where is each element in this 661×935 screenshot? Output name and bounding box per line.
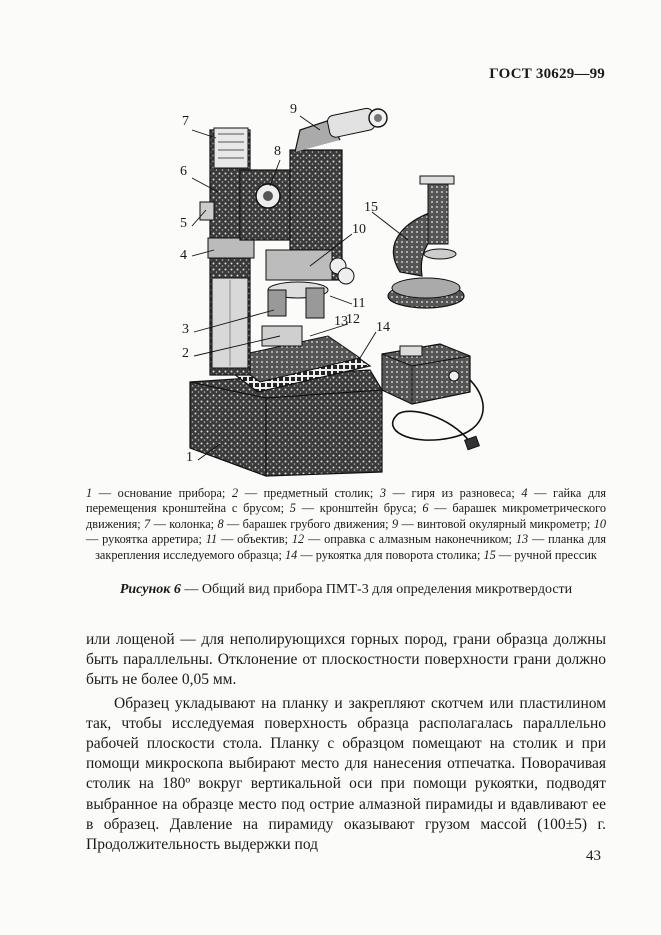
standard-header: ГОСТ 30629—99 [489, 66, 605, 82]
legend-num: 8 [217, 516, 224, 531]
legend-num: 4 [521, 486, 528, 500]
legend-text: — объектив; [217, 532, 292, 547]
legend-text: — барашек грубого движения; [223, 516, 392, 531]
microscope-drawing [170, 100, 490, 480]
legend-num: 5 [289, 501, 296, 516]
figure-legend [86, 486, 606, 563]
legend-num: 9 [391, 516, 399, 531]
legend-text: — ручной прессик [495, 547, 597, 562]
callout-13: 13 [334, 314, 348, 329]
callout-4: 4 [180, 248, 187, 263]
callout-10: 10 [352, 222, 366, 237]
callout-1: 1 [186, 450, 193, 465]
legend-num: 6 [422, 501, 429, 516]
legend-text: — кронштейн бруса; [295, 501, 423, 516]
figure-title [86, 582, 606, 598]
callout-15: 15 [364, 200, 378, 215]
legend-text: — основание прибора; [92, 486, 232, 500]
legend-text: — планка для закрепления исследуемого образца; [95, 532, 606, 562]
callout-11: 11 [352, 296, 366, 311]
legend-text: — винтовой окулярный микрометр; [398, 516, 594, 531]
legend-num: 11 [205, 532, 218, 547]
legend-num: 14 [284, 547, 298, 562]
legend-text: — гайка для перемещения кронштейна с брусом; [86, 486, 606, 516]
page-number: 43 [586, 848, 601, 864]
legend-num: 10 [593, 516, 606, 531]
legend-text: — гиря из разновеса; [386, 486, 522, 500]
paragraph: Образец укладывают на планку и закрепляют скотчем или пластилином так, чтобы исследуемая поверхность образца располагалась параллельно рабочей плоскости стола. Планку с образцом помещают на столик и при помощи микроскопа выбирают место для нанесения отпечатка. Поворачивая столик на 180º вокруг вертикальной оси при помощи рукоятки, подводят выбранное на образце место под острие алмазной пирамиды и вдавливают ее в образец. Давление на пирамиду оказывают грузом массой (100±5) г. Продолжительность выдержки под [86, 694, 606, 854]
callout-8: 8 [274, 144, 281, 159]
body-text [86, 630, 606, 855]
figure-title-lead: Рисунок 6 [119, 582, 181, 597]
legend-text: — предметный столик; [238, 486, 380, 500]
legend-text: — барашек микрометрического движения; [86, 501, 606, 531]
paragraph: или лощеной — для неполирующихся горных пород, грани образца должны быть параллельны. Отклонение от плоскостности поверхности грани должно быть не более 0,05 мм. [86, 631, 606, 689]
legend-num: 1 [86, 486, 93, 500]
legend-text: — рукоятка для поворота столика; [297, 547, 484, 562]
legend-num: 2 [231, 486, 239, 500]
callout-9: 9 [290, 102, 297, 117]
callout-6: 6 [180, 164, 187, 179]
callout-5: 5 [180, 216, 187, 231]
legend-text: — рукоятка арретира; [86, 532, 206, 547]
callout-12: 12 [346, 312, 360, 327]
legend-num: 3 [379, 486, 387, 500]
legend-text: — оправка с алмазным наконечником; [304, 532, 516, 547]
legend-num: 15 [483, 547, 496, 562]
callout-7: 7 [182, 114, 189, 129]
legend-num: 12 [291, 532, 305, 547]
legend-num: 7 [144, 516, 151, 531]
figure-pmt3-illustration [170, 100, 490, 480]
figure-title-text: — Общий вид прибора ПМТ-3 для определения микротвердости [180, 582, 573, 597]
legend-num: 13 [515, 532, 529, 547]
legend-text: — колонка; [150, 516, 218, 531]
callout-3: 3 [182, 322, 189, 337]
callout-2: 2 [182, 346, 189, 361]
callout-14: 14 [376, 320, 390, 335]
